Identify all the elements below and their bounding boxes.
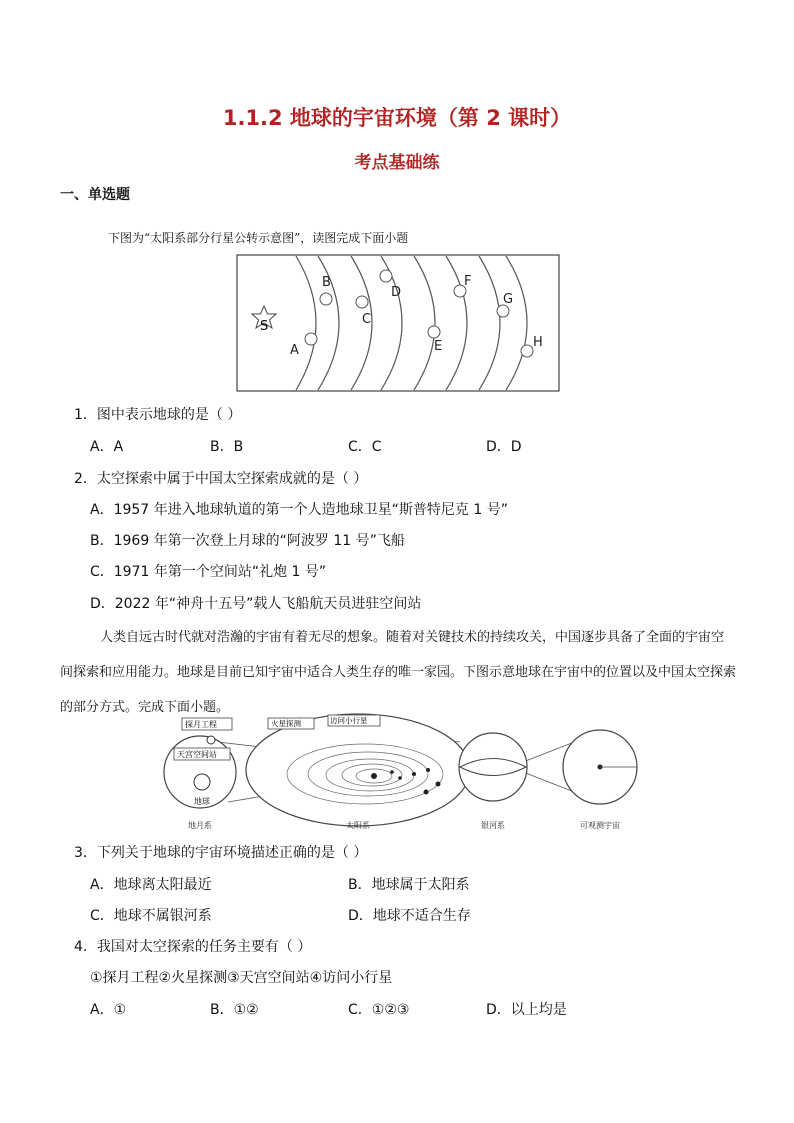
milky-way-circle xyxy=(459,733,527,801)
planet-E-marker xyxy=(428,326,440,338)
q3-option-d[interactable]: D．地球不适合生存 xyxy=(348,908,471,924)
sun-dot xyxy=(371,773,377,779)
q2-option-a[interactable]: A．1957 年进入地球轨道的第一个人造地球卫星“斯普特尼克 1 号” xyxy=(90,502,508,518)
cosmic-hierarchy-diagram xyxy=(160,712,640,832)
label-lunar-program: 探月工程 xyxy=(185,720,217,729)
planet-label-A: A xyxy=(290,343,299,358)
q4-option-a[interactable]: A．① xyxy=(90,1002,127,1018)
q3-option-c[interactable]: C．地球不属银河系 xyxy=(90,908,212,924)
planet-label-B: B xyxy=(322,275,331,290)
q4-items: ①探月工程②火星探测③天宫空间站④访问小行星 xyxy=(90,970,393,986)
planet-label-D: D xyxy=(391,285,402,300)
figure1-intro: 下图为“太阳系部分行星公转示意图”，读图完成下面小题 xyxy=(108,231,409,245)
planet-label-G: G xyxy=(503,292,514,307)
q1-stem: 1．图中表示地球的是（ ） xyxy=(74,407,242,423)
q3-option-b[interactable]: B．地球属于太阳系 xyxy=(348,877,470,893)
planet-H-marker xyxy=(521,345,533,357)
document-title: 1.1.2 地球的宇宙环境（第 2 课时） xyxy=(222,106,572,130)
label-mars-probe: 火星探测 xyxy=(271,719,301,728)
q4-option-c[interactable]: C．①②③ xyxy=(348,1002,410,1018)
planet-A-marker xyxy=(305,333,317,345)
q2-option-d[interactable]: D．2022 年“神舟十五号”载人飞船航天员进驻空间站 xyxy=(90,596,422,612)
label-earth: 地球 xyxy=(194,797,210,806)
sun-label: S xyxy=(260,319,269,334)
q2-option-b[interactable]: B．1969 年第一次登上月球的“阿波罗 11 号”飞船 xyxy=(90,533,405,549)
q1-option-a[interactable]: A．A xyxy=(90,439,124,455)
q1-option-c[interactable]: C．C xyxy=(348,439,382,455)
q2-stem: 2．太空探索中属于中国太空探索成就的是（ ） xyxy=(74,471,368,487)
section-heading: 一、单选题 xyxy=(60,187,130,203)
q3-stem: 3．下列关于地球的宇宙环境描述正确的是（ ） xyxy=(74,845,368,861)
q2-option-c[interactable]: C．1971 年第一个空间站“礼炮 1 号” xyxy=(90,564,327,580)
solar-system-ellipse xyxy=(246,714,470,826)
q1-option-b[interactable]: B．B xyxy=(210,439,244,455)
earth-circle xyxy=(194,774,210,790)
planet-label-H: H xyxy=(533,335,543,350)
planet-B-marker xyxy=(320,293,332,305)
planet-label-C: C xyxy=(362,312,372,327)
q4-stem: 4．我国对太空探索的任务主要有（ ） xyxy=(74,939,312,955)
q4-option-b[interactable]: B．①② xyxy=(210,1002,259,1018)
moon-circle xyxy=(207,736,215,744)
label-asteroid-visit: 访问小行星 xyxy=(330,716,368,725)
label-space-station: 天宫空间站 xyxy=(177,750,217,759)
planet-orbit-diagram xyxy=(236,254,560,392)
caption-observable-universe: 可观测宇宙 xyxy=(580,821,620,830)
q4-option-d[interactable]: D．以上均是 xyxy=(486,1002,567,1018)
planet-D-marker xyxy=(380,270,392,282)
q1-option-d[interactable]: D．D xyxy=(486,439,522,455)
planet-label-F: F xyxy=(464,274,472,289)
q3-option-a[interactable]: A．地球离太阳最近 xyxy=(90,877,212,893)
document-subtitle: 考点基础练 xyxy=(354,153,440,173)
planet-C-marker xyxy=(356,296,368,308)
caption-solar-system: 太阳系 xyxy=(346,821,370,830)
caption-milky-way: 银河系 xyxy=(481,821,505,830)
planet-label-E: E xyxy=(434,339,443,354)
passage-text: 人类自远古时代就对浩瀚的宇宙有着无尽的想象。随着对关键技术的持续攻关，中国逐步具备了全面的宇宙空间探索和应用能力。地球是目前已知宇宙中适合人类生存的唯一家园。下图示意地球在宇宙中的位置以及中国太空探索的部分方式。完成下面小题。 xyxy=(60,630,737,715)
caption-earth-moon: 地月系 xyxy=(188,821,212,830)
diagram-frame xyxy=(237,255,559,391)
